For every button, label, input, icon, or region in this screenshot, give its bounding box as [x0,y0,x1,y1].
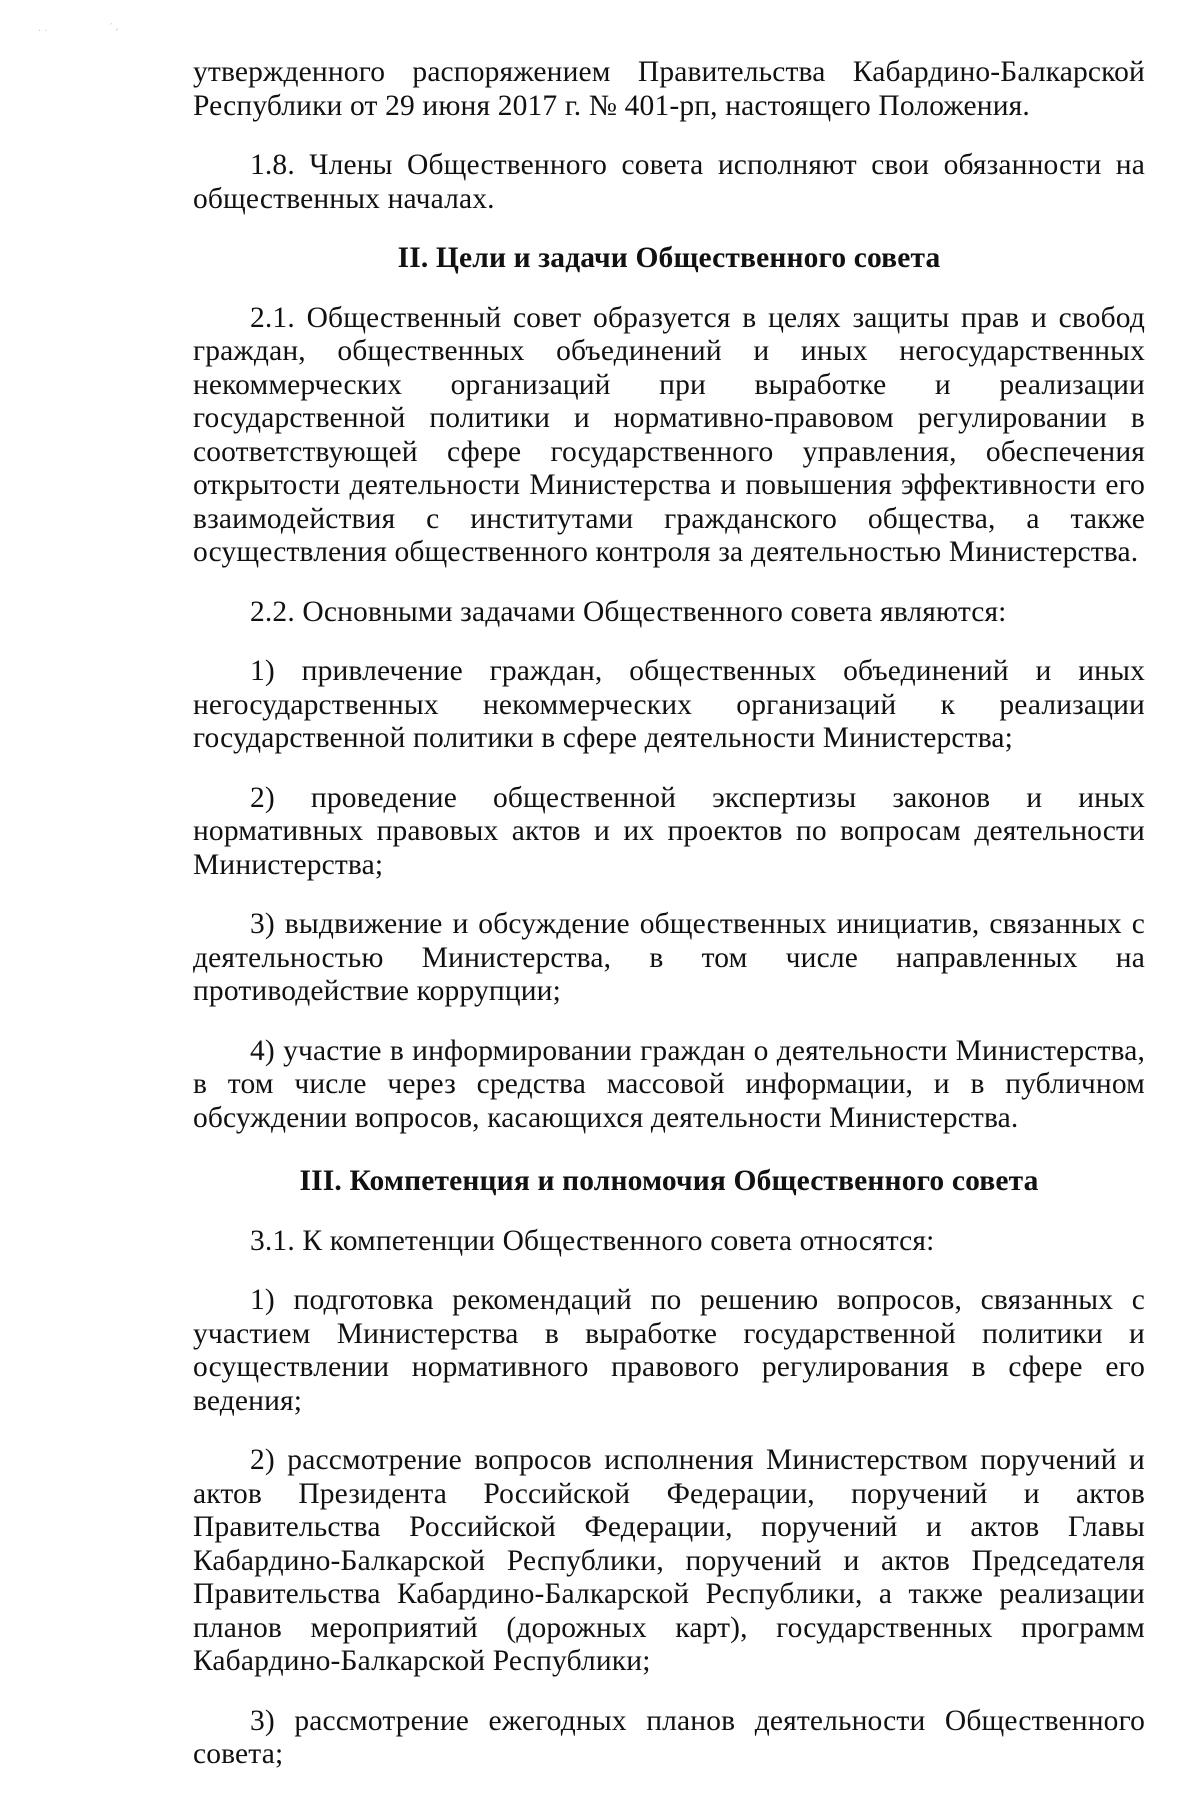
section-heading-2: II. Цели и задачи Общественного совета [397,242,941,274]
paragraph-1-8: 1.8. Члены Общественного совета исполняют свои обязанности на общественных началах. [193,149,1145,215]
scan-speck-left: · · [38,26,48,37]
list-item-2-2-4: 4) участие в информировании граждан о деятельности Министерства, в том числе через средства массовой информации, и в публичном обсуждении вопросов, касающихся деятельности Министерства. [193,1034,1145,1134]
list-item-3-1-3: 3) рассмотрение ежегодных планов деятельности Общественного совета; [193,1704,1145,1770]
document-page [193,56,1145,1798]
list-item-2-2-2: 2) проведение общественной экспертизы законов и иных нормативных правовых актов и их проектов по вопросам деятельности Министерства; [193,781,1145,881]
paragraph-3-1: 3.1. К компетенции Общественного совета относятся: [250,1224,935,1257]
paragraph-2-2: 2.2. Основными задачами Общественного совета являются: [250,595,1007,628]
list-item-2-2-3: 3) выдвижение и обсуждение общественных инициатив, связанных с деятельностью Министерства, в том числе направленных на противодействие коррупции; [193,908,1145,1007]
paragraph-2-1: 2.1. Общественный совет образуется в целях защиты прав и свобод граждан, общественных объединений и иных негосударственных некоммерческих организаций при выработке и реализации государственной политики и нормативно-правовом регулировании в соответствующей сфере государственного управления, обеспечения открытости деятельности Министерства и повышения эффективности его взаимодействия с институтами гражданского общества, а также осуществления общественного контроля за деятельностью Министерства. [193,301,1145,568]
list-item-3-1-1: 1) подготовка рекомендаций по решению вопросов, связанных с участием Министерства в выработке государственной политики и осуществлении нормативного правового регулирования в сфере его ведения; [193,1284,1145,1417]
scan-speck-right: ′ , [110,22,119,33]
intro-paragraph: утвержденного распоряжением Правительства Кабардино-Балкарской Республики от 29 июня 2017 г. № 401-рп, настоящего Положения. [193,56,1145,122]
list-item-3-1-2: 2) рассмотрение вопросов исполнения Министерством поручений и актов Президента Российской Федерации, поручений и актов Правительства Российской Федерации, поручений и актов Главы Кабардино-Балкарской Республики, поручений и актов Председателя Правительства Кабардино-Балкарской Республики, а также реализации планов мероприятий (дорожных карт), государственных программ Кабардино-Балкарской Республики; [193,1444,1145,1677]
list-item-2-2-1: 1) привлечение граждан, общественных объединений и иных негосударственных некоммерческих организаций к реализации государственной политики в сфере деятельности Министерства; [193,655,1145,754]
section-heading-3: III. Компетенция и полномочия Общественного совета [299,1165,1039,1197]
